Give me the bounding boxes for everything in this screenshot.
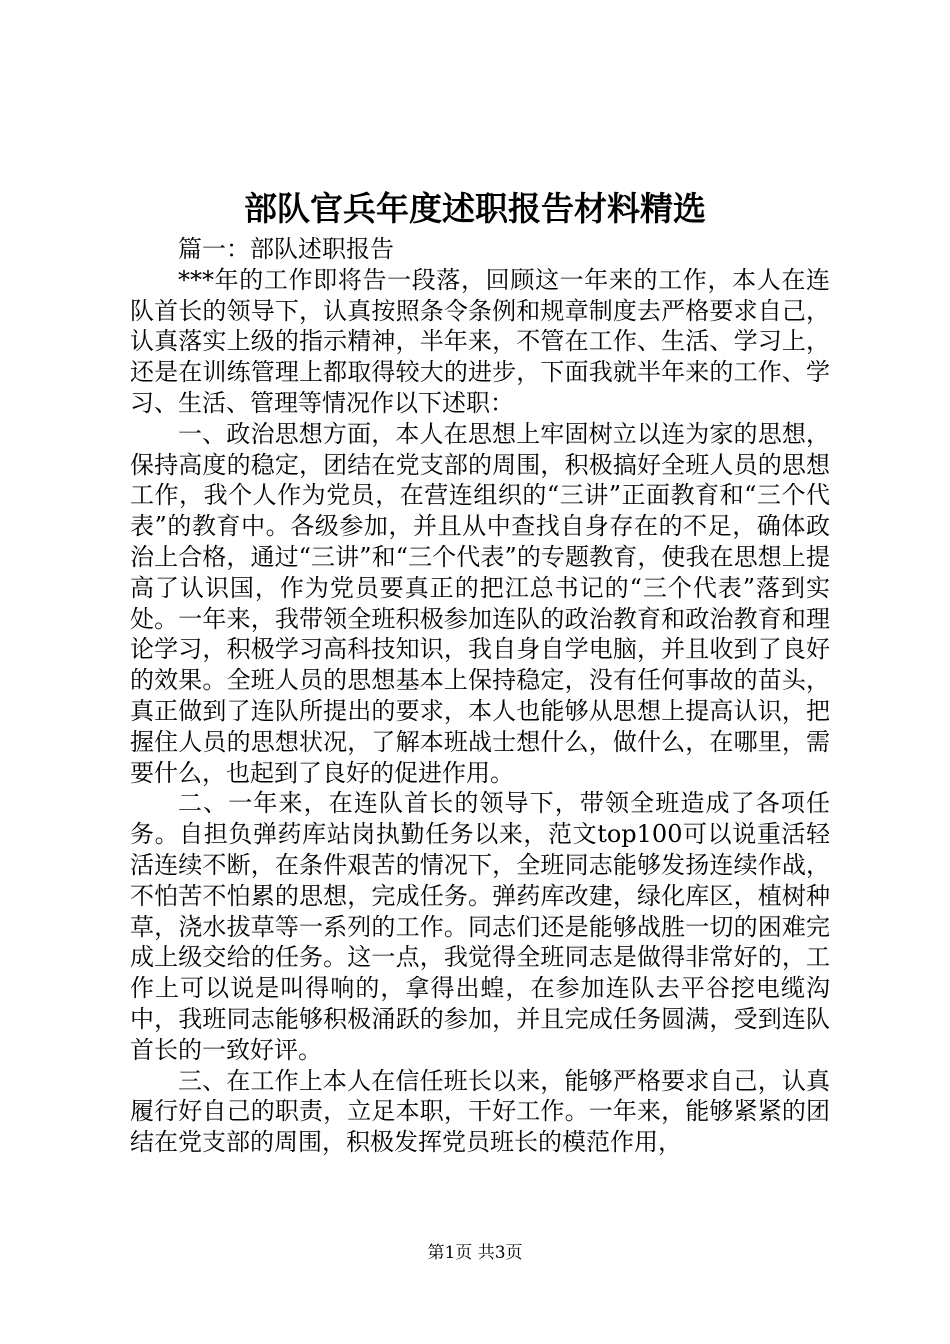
document-title: 部队官兵年度述职报告材料精选 bbox=[244, 189, 706, 228]
section-heading: 篇一：部队述职报告 bbox=[178, 235, 394, 263]
paragraph: ***年的工作即将告一段落，回顾这一年来的工作，本人在连队首长的领导下，认真按照条令条例和规章制度去严格要求自己，认真落实上级的指示精神，半年来，不管在工作、生活、学习上，还是在训练管理上都取得较大的进步，下面我就半年来的工作、学习、生活、管理等情况作以下述职： bbox=[130, 265, 830, 417]
page-number-footer: 第1页 共3页 bbox=[427, 1243, 523, 1263]
paragraph: 二、一年来，在连队首长的领导下，带领全班造成了各项任务。自担负弹药库站岗执勤任务以来，范文top100可以说重活轻活连续不断，在条件艰苦的情况下，全班同志能够发扬连续作战，不怕苦不怕累的思想，完成任务。弹药库改建，绿化库区，植树种草，浇水拔草等一系列的工作。同志们还是能够战胜一切的困难完成上级交给的任务。这一点，我觉得全班同志是做得非常好的，工作上可以说是叫得响的，拿得出蝗，在参加连队去平谷挖电缆沟中，我班同志能够积极涌跃的参加，并且完成任务圆满，受到连队首长的一致好评。 bbox=[130, 789, 830, 1064]
paragraph: 三、在工作上本人在信任班长以来，能够严格要求自己，认真履行好自己的职责，立足本职，干好工作。一年来，能够紧紧的团结在党支部的周围，积极发挥党员班长的模范作用， bbox=[130, 1066, 830, 1157]
document-body bbox=[130, 234, 830, 1158]
paragraph: 一、政治思想方面，本人在思想上牢固树立以连为家的思想，保持高度的稳定，团结在党支部的周围，积极搞好全班人员的思想工作，我个人作为党员，在营连组织的“三讲”正面教育和“三个代表”的教育中。各级参加，并且从中查找自身存在的不足，确体政治上合格，通过“三讲”和“三个代表”的专题教育，使我在思想上提高了认识国，作为党员要真正的把江总书记的“三个代表”落到实处。一年来，我带领全班积极参加连队的政治教育和政治教育和理论学习，积极学习高科技知识，我自身自学电脑，并且收到了良好的效果。全班人员的思想基本上保持稳定，没有任何事故的苗头，真正做到了连队所提出的要求，本人也能够从思想上提高认识，把握住人员的思想状况，了解本班战士想什么，做什么，在哪里，需要什么，也起到了良好的促进作用。 bbox=[130, 419, 830, 787]
